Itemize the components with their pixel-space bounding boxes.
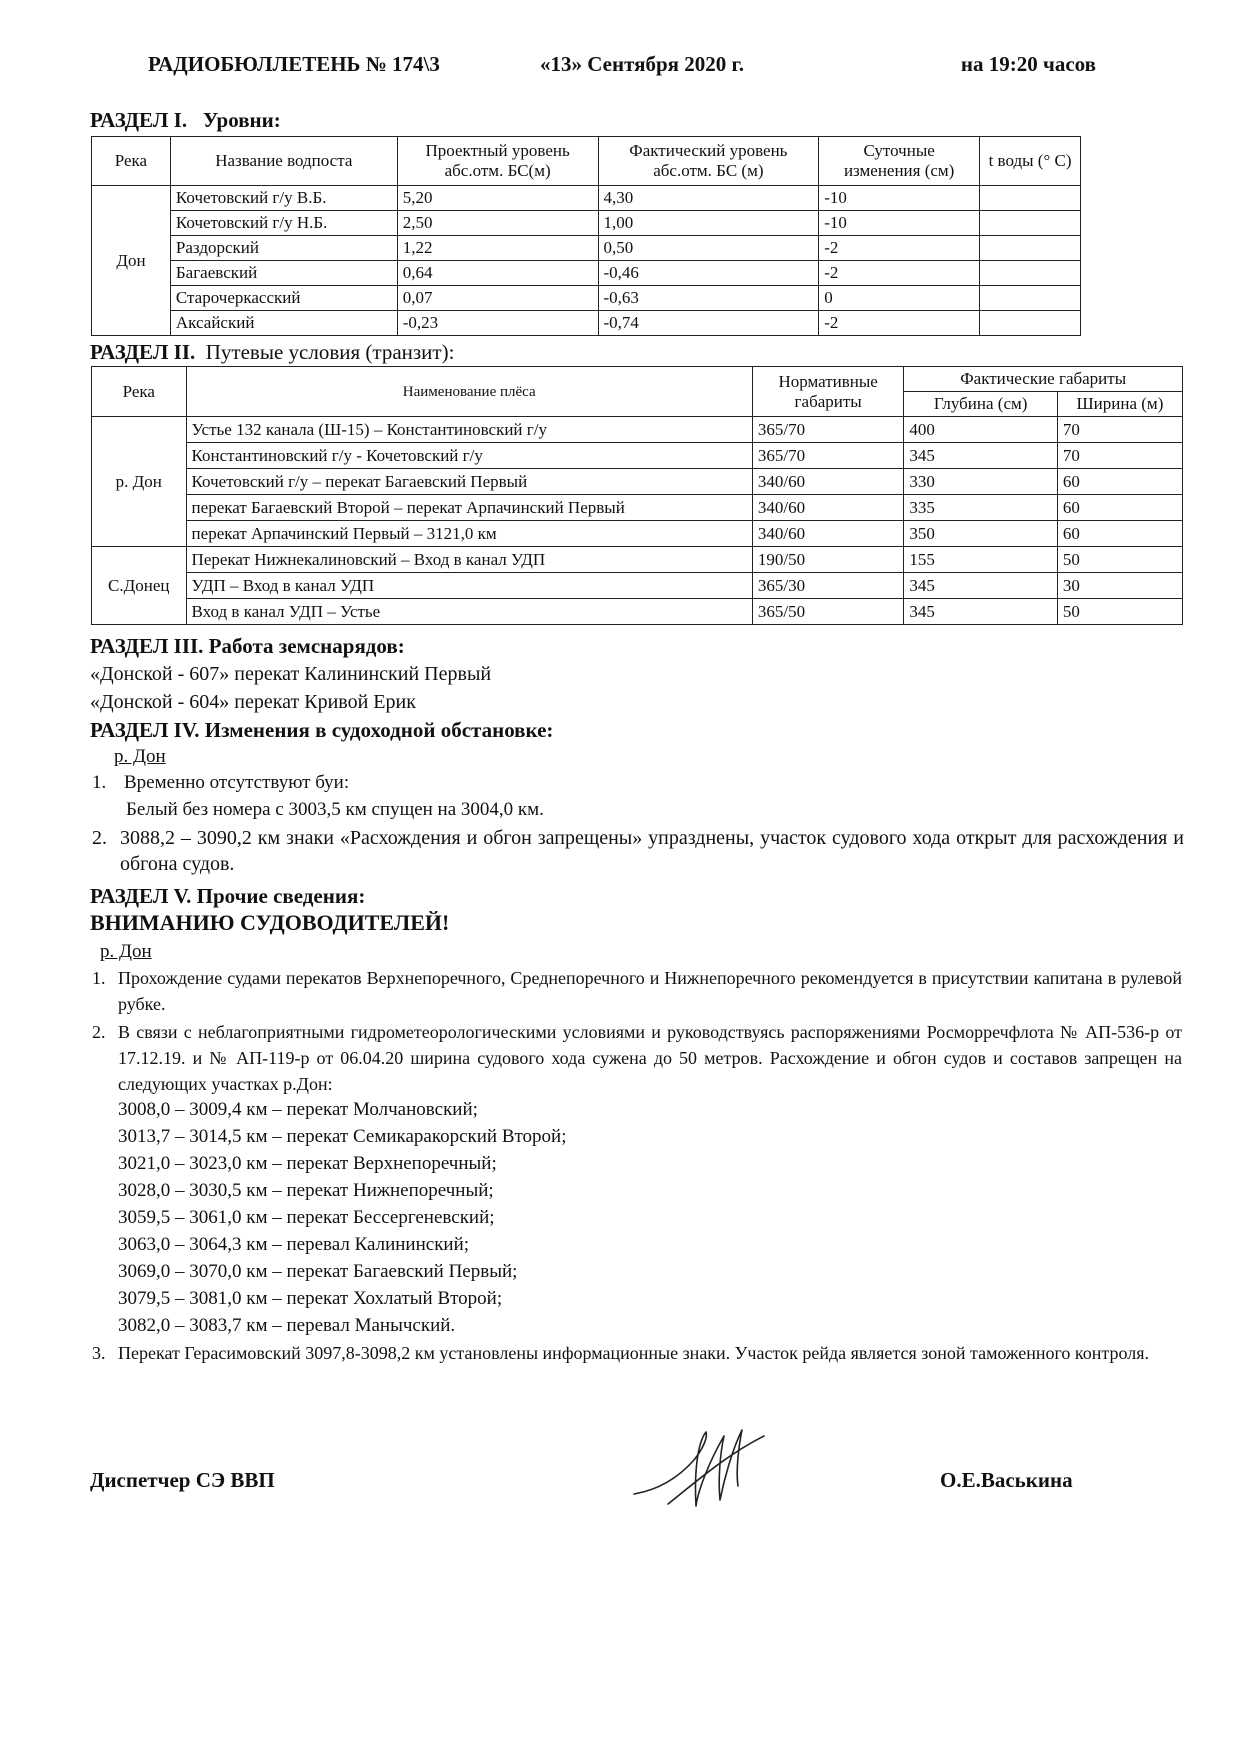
water-temp xyxy=(980,286,1081,311)
actual-width: 70 xyxy=(1057,417,1182,443)
norm-dimensions: 365/70 xyxy=(752,443,903,469)
post-name: Багаевский xyxy=(170,261,397,286)
col-post: Название водпоста xyxy=(170,137,397,186)
actual-depth: 345 xyxy=(904,443,1058,469)
actual-depth: 155 xyxy=(904,547,1058,573)
levels-table xyxy=(91,136,1081,336)
actual-width: 30 xyxy=(1057,573,1182,599)
item-number: 2. xyxy=(92,1022,106,1042)
actual-depth: 330 xyxy=(904,469,1058,495)
col-actual-dimensions: Фактические габариты xyxy=(904,367,1183,392)
table-row xyxy=(92,186,1081,211)
actual-level: -0,74 xyxy=(598,311,819,336)
section3-heading xyxy=(90,634,405,659)
actual-width: 60 xyxy=(1057,521,1182,547)
norm-dimensions: 340/60 xyxy=(752,495,903,521)
item-number: 1. xyxy=(92,772,107,793)
actual-level: -0,46 xyxy=(598,261,819,286)
water-temp xyxy=(980,211,1081,236)
daily-change: -2 xyxy=(819,261,980,286)
river-cell: Дон xyxy=(92,186,171,336)
table-row xyxy=(92,261,1081,286)
reach-name: Константиновский г/у - Кочетовский г/у xyxy=(186,443,752,469)
daily-change: -10 xyxy=(819,186,980,211)
col-norm-dimensions: Нормативные габариты xyxy=(752,367,903,417)
item-number: 3. xyxy=(92,1343,106,1363)
water-temp xyxy=(980,186,1081,211)
norm-dimensions: 365/70 xyxy=(752,417,903,443)
post-name: Старочеркасский xyxy=(170,286,397,311)
norm-dimensions: 340/60 xyxy=(752,469,903,495)
daily-change: -10 xyxy=(819,211,980,236)
project-level: 1,22 xyxy=(397,236,598,261)
table-row xyxy=(92,236,1081,261)
section4-title: РАЗДЕЛ IV. Изменения в судоходной обстановке: xyxy=(90,718,554,742)
signature-image xyxy=(628,1420,768,1520)
water-temp xyxy=(980,261,1081,286)
daily-change: -2 xyxy=(819,236,980,261)
route-conditions-table xyxy=(91,366,1183,625)
table-row xyxy=(92,469,1183,495)
norm-dimensions: 190/50 xyxy=(752,547,903,573)
reach-name: Перекат Нижнекалиновский – Вход в канал УДП xyxy=(186,547,752,573)
bulletin-title: РАДИОБЮЛЛЕТЕНЬ № 174\3 xyxy=(148,52,440,76)
actual-level: 4,30 xyxy=(598,186,819,211)
reach-name: Вход в канал УДП – Устье xyxy=(186,599,752,625)
norm-dimensions: 340/60 xyxy=(752,521,903,547)
reach-name: Устье 132 канала (Ш-15) – Константиновский г/у xyxy=(186,417,752,443)
table-header-row xyxy=(92,367,1183,392)
col-actual-level: Фактический уровень абс.отм. БС (м) xyxy=(598,137,819,186)
river-cell: р. Дон xyxy=(92,417,187,547)
actual-depth: 350 xyxy=(904,521,1058,547)
post-name: Аксайский xyxy=(170,311,397,336)
captain-presence-text: Прохождение судами перекатов Верхнепоречного, Среднепоречного и Нижнепоречного рекомендуется в присутствии капитана в рулевой рубке. xyxy=(118,968,1182,1014)
table-row xyxy=(92,547,1183,573)
project-level: 2,50 xyxy=(397,211,598,236)
item-number: 2. xyxy=(92,827,107,849)
table-row xyxy=(92,211,1081,236)
dispatcher-position: Диспетчер СЭ ВВП xyxy=(90,1468,275,1492)
section2-number: РАЗДЕЛ II. xyxy=(90,340,196,364)
actual-depth: 335 xyxy=(904,495,1058,521)
restricted-segment: 3069,0 – 3070,0 км – перекат Багаевский Первый; xyxy=(118,1261,518,1282)
col-daily-change: Суточные изменения (см) xyxy=(819,137,980,186)
river-cell: С.Донец xyxy=(92,547,187,625)
norm-dimensions: 365/50 xyxy=(752,599,903,625)
post-name: Кочетовский г/у Н.Б. xyxy=(170,211,397,236)
restricted-segment: 3082,0 – 3083,7 км – перевал Манычский. xyxy=(118,1315,456,1336)
restricted-segment: 3028,0 – 3030,5 км – перекат Нижнепоречный; xyxy=(118,1180,494,1201)
restricted-segment: 3008,0 – 3009,4 км – перекат Молчановский; xyxy=(118,1099,478,1120)
bulletin-date: «13» Сентября 2020 г. xyxy=(540,52,744,76)
project-level: 0,07 xyxy=(397,286,598,311)
actual-depth: 345 xyxy=(904,599,1058,625)
project-level: 0,64 xyxy=(397,261,598,286)
section4-river: р. Дон xyxy=(114,746,166,767)
dredger-line: «Донской - 607» перекат Калининский Первый xyxy=(90,663,492,685)
item-number: 1. xyxy=(92,968,106,988)
table-row xyxy=(92,573,1183,599)
daily-change: 0 xyxy=(819,286,980,311)
actual-level: 1,00 xyxy=(598,211,819,236)
section3-title: РАЗДЕЛ III. Работа земснарядов: xyxy=(90,634,405,658)
narrowing-text: В связи с неблагоприятными гидрометеорологическими условиями и руководствуясь распоряжениями Росморречфлота № АП-536-р от 17.12.19. и № АП-119-р от 06.04.20 ширина судового хода сужена до 50 метров. Расхождение и обгон судов и составов запрещен на следующих участках р.Дон: xyxy=(118,1022,1182,1094)
section4-heading xyxy=(90,718,553,743)
post-name: Кочетовский г/у В.Б. xyxy=(170,186,397,211)
dispatcher-name: О.Е.Васькина xyxy=(940,1468,1073,1492)
restricted-segment: 3021,0 – 3023,0 км – перекат Верхнепоречный; xyxy=(118,1153,497,1174)
table-header-row xyxy=(92,137,1081,186)
section2-title: Путевые условия (транзит): xyxy=(205,340,455,364)
daily-change: -2 xyxy=(819,311,980,336)
table-row xyxy=(92,521,1183,547)
col-river: Река xyxy=(92,367,187,417)
section1-title: Уровни: xyxy=(202,108,281,132)
actual-width: 60 xyxy=(1057,495,1182,521)
section5-river: р. Дон xyxy=(100,941,152,962)
actual-level: 0,50 xyxy=(598,236,819,261)
actual-depth: 345 xyxy=(904,573,1058,599)
signs-abolished-text: 3088,2 – 3090,2 км знаки «Расхождения и обгон запрещены» упразднены, участок судового хода открыт для расхождения и обгона судов. xyxy=(120,827,1184,875)
restricted-segment: 3013,7 – 3014,5 км – перекат Семикаракорский Второй; xyxy=(118,1126,567,1147)
actual-width: 60 xyxy=(1057,469,1182,495)
attention-heading xyxy=(90,910,449,936)
table-row xyxy=(92,495,1183,521)
restricted-segment: 3079,5 – 3081,0 км – перекат Хохлатый Второй; xyxy=(118,1288,503,1309)
actual-width: 50 xyxy=(1057,547,1182,573)
table-row xyxy=(92,599,1183,625)
missing-buoys-title: Временно отсутствуют буи: xyxy=(124,772,350,793)
bulletin-header xyxy=(148,52,1096,84)
reach-name: Кочетовский г/у – перекат Багаевский Первый xyxy=(186,469,752,495)
reach-name: УДП – Вход в канал УДП xyxy=(186,573,752,599)
post-name: Раздорский xyxy=(170,236,397,261)
actual-depth: 400 xyxy=(904,417,1058,443)
table-row xyxy=(92,311,1081,336)
missing-buoys-detail: Белый без номера с 3003,5 км спущен на 3004,0 км. xyxy=(126,799,544,820)
info-signs-text: Перекат Герасимовский 3097,8-3098,2 км установлены информационные знаки. Участок рейда является зоной таможенного контроля. xyxy=(118,1343,1150,1363)
col-depth: Глубина (см) xyxy=(904,392,1058,417)
section5-heading xyxy=(90,884,365,909)
reach-name: перекат Арпачинский Первый – 3121,0 км xyxy=(186,521,752,547)
actual-width: 70 xyxy=(1057,443,1182,469)
col-reach: Наименование плёса xyxy=(186,367,752,417)
col-width: Ширина (м) xyxy=(1057,392,1182,417)
section2-heading xyxy=(90,340,454,365)
table-row xyxy=(92,286,1081,311)
col-project-level: Проектный уровень абс.отм. БС(м) xyxy=(397,137,598,186)
restricted-segment: 3059,5 – 3061,0 км – перекат Бессергеневский; xyxy=(118,1207,495,1228)
restricted-segment: 3063,0 – 3064,3 км – перевал Калининский; xyxy=(118,1234,470,1255)
reach-name: перекат Багаевский Второй – перекат Арпачинский Первый xyxy=(186,495,752,521)
col-water-temp: t воды (° С) xyxy=(980,137,1081,186)
actual-level: -0,63 xyxy=(598,286,819,311)
water-temp xyxy=(980,236,1081,261)
norm-dimensions: 365/30 xyxy=(752,573,903,599)
attention-title: ВНИМАНИЮ СУДОВОДИТЕЛЕЙ! xyxy=(90,910,450,935)
table-row xyxy=(92,443,1183,469)
section5-title: РАЗДЕЛ V. Прочие сведения: xyxy=(90,884,366,908)
actual-width: 50 xyxy=(1057,599,1182,625)
project-level: 5,20 xyxy=(397,186,598,211)
project-level: -0,23 xyxy=(397,311,598,336)
section1-number: РАЗДЕЛ I. xyxy=(90,108,188,132)
bulletin-time: на 19:20 часов xyxy=(960,52,1096,76)
col-river: Река xyxy=(92,137,171,186)
dredger-line: «Донской - 604» перекат Кривой Ерик xyxy=(90,691,416,713)
table-row xyxy=(92,417,1183,443)
section1-heading xyxy=(90,108,281,133)
water-temp xyxy=(980,311,1081,336)
